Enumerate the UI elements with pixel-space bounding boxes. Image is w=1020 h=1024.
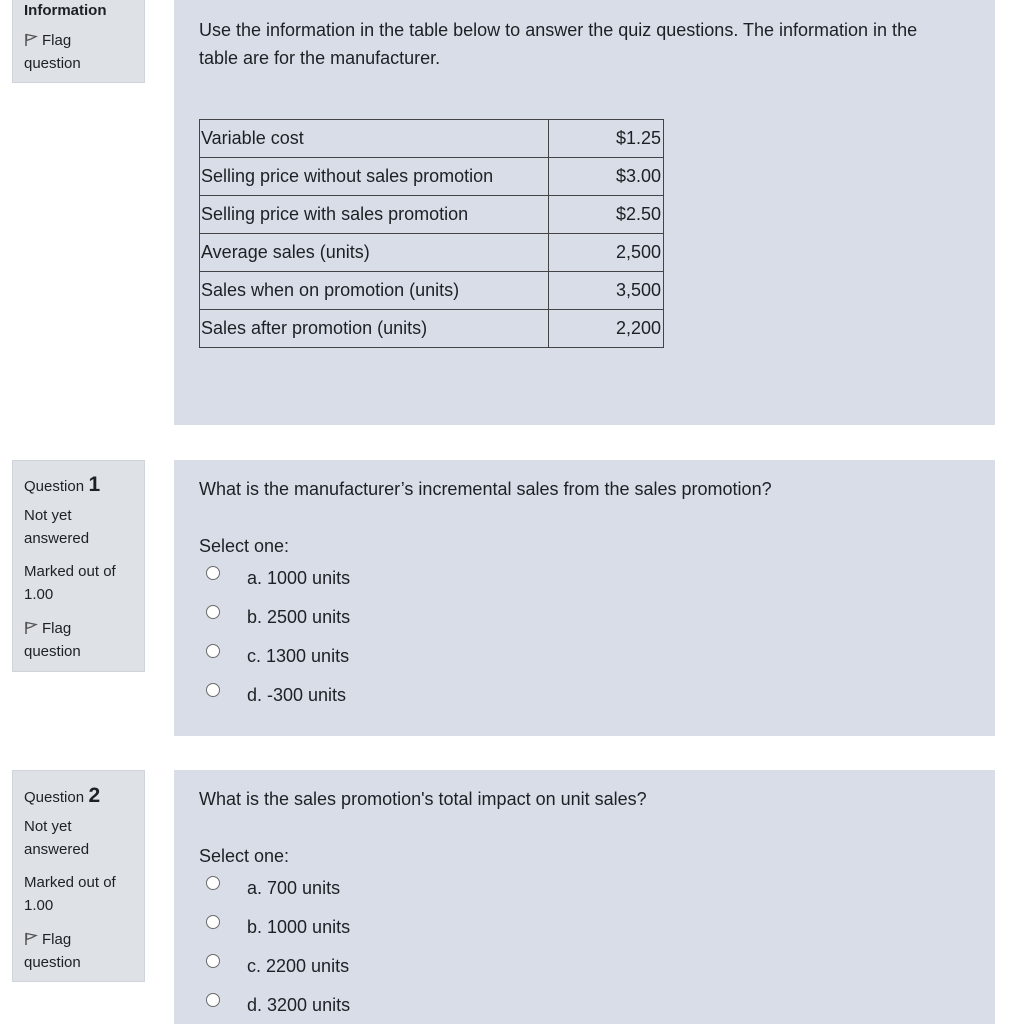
option-label: c. 1300 units [247, 645, 350, 666]
grade-line1: Marked out of [24, 563, 116, 580]
table-cell-label: Average sales (units) [200, 234, 549, 272]
question-2-option-a[interactable] [206, 875, 340, 901]
question-number: 1 [88, 473, 101, 496]
question-1-grade [24, 560, 116, 606]
table-cell-label: Sales after promotion (units) [200, 310, 549, 348]
question-2-option-d[interactable] [206, 992, 350, 1018]
radio-button[interactable] [206, 644, 220, 658]
option-label: c. 2200 units [247, 955, 350, 976]
state-line2: answered [24, 530, 90, 547]
information-content [174, 0, 995, 425]
table-cell-label: Sales when on promotion (units) [200, 272, 549, 310]
table-cell-value: 2,500 [549, 234, 664, 272]
grade-line1: Marked out of [24, 874, 116, 891]
question-1-text: What is the manufacturer’s incremental sales from the sales promotion? [199, 479, 772, 499]
table-cell-label: Selling price without sales promotion [200, 158, 549, 196]
state-line1: Not yet [24, 818, 72, 835]
flag-icon [24, 621, 38, 635]
question-1-flag-question[interactable] [24, 617, 81, 663]
question-label: Question [24, 478, 85, 495]
radio-button[interactable] [206, 993, 220, 1007]
radio-button[interactable] [206, 915, 220, 929]
question-1-content [174, 460, 995, 736]
question-2-prompt: Select one: [199, 846, 290, 866]
table-row [200, 158, 664, 196]
table-row [200, 234, 664, 272]
information-title: Information [24, 2, 107, 19]
question-2-state [24, 815, 89, 861]
flag-icon [24, 932, 38, 946]
radio-button[interactable] [206, 683, 220, 697]
grade-line2: 1.00 [24, 586, 54, 603]
information-info-panel [12, 0, 145, 83]
question-2-info-panel [12, 770, 145, 982]
flag-label: Flag [42, 931, 72, 948]
question-1-option-b[interactable] [206, 604, 350, 630]
table-cell-label: Selling price with sales promotion [200, 196, 549, 234]
table-cell-value: 3,500 [549, 272, 664, 310]
question-2-flag-question[interactable] [24, 928, 81, 974]
question-1-state [24, 504, 89, 550]
flag-label-line2: question [24, 643, 81, 660]
flag-label-line2: question [24, 954, 81, 971]
question-1-option-d[interactable] [206, 682, 346, 708]
table-row [200, 310, 664, 348]
option-label: b. 1000 units [247, 916, 351, 937]
table-row [200, 272, 664, 310]
question-2-option-b[interactable] [206, 914, 350, 940]
question-2-text: What is the sales promotion's total impact on unit sales? [199, 789, 647, 809]
state-line2: answered [24, 841, 90, 858]
question-1-prompt: Select one: [199, 536, 290, 556]
information-text-line1: Use the information in the table below to answer the quiz questions. The information in the [199, 20, 918, 40]
information-text-line2: table are for the manufacturer. [199, 48, 441, 68]
flag-label: Flag [42, 620, 72, 637]
table-cell-value: 2,200 [549, 310, 664, 348]
question-2-content [174, 770, 995, 1024]
question-1-info-panel [12, 460, 145, 672]
flag-label-line2: question [24, 55, 81, 72]
option-label: b. 2500 units [247, 606, 351, 627]
option-label: a. 1000 units [247, 567, 351, 588]
question-2-option-c[interactable] [206, 953, 349, 979]
table-cell-value: $2.50 [549, 196, 664, 234]
option-label: d. -300 units [247, 684, 347, 705]
state-line1: Not yet [24, 507, 72, 524]
information-flag-question[interactable] [24, 29, 81, 75]
question-label: Question [24, 789, 85, 806]
information-text [199, 16, 917, 72]
option-label: a. 700 units [247, 877, 341, 898]
question-1-number [24, 473, 100, 497]
grade-line2: 1.00 [24, 897, 54, 914]
question-2-grade [24, 871, 116, 917]
question-2-number [24, 784, 100, 808]
table-cell-value: $3.00 [549, 158, 664, 196]
table-cell-label: Variable cost [200, 120, 549, 158]
radio-button[interactable] [206, 566, 220, 580]
flag-label: Flag [42, 32, 72, 49]
question-1-option-c[interactable] [206, 643, 349, 669]
option-label: d. 3200 units [247, 994, 351, 1015]
radio-button[interactable] [206, 605, 220, 619]
flag-icon [24, 33, 38, 47]
table-cell-value: $1.25 [549, 120, 664, 158]
question-number: 2 [88, 784, 101, 807]
question-1-option-a[interactable] [206, 565, 350, 591]
radio-button[interactable] [206, 876, 220, 890]
table-row [200, 120, 664, 158]
data-table [199, 119, 664, 348]
radio-button[interactable] [206, 954, 220, 968]
table-row [200, 196, 664, 234]
